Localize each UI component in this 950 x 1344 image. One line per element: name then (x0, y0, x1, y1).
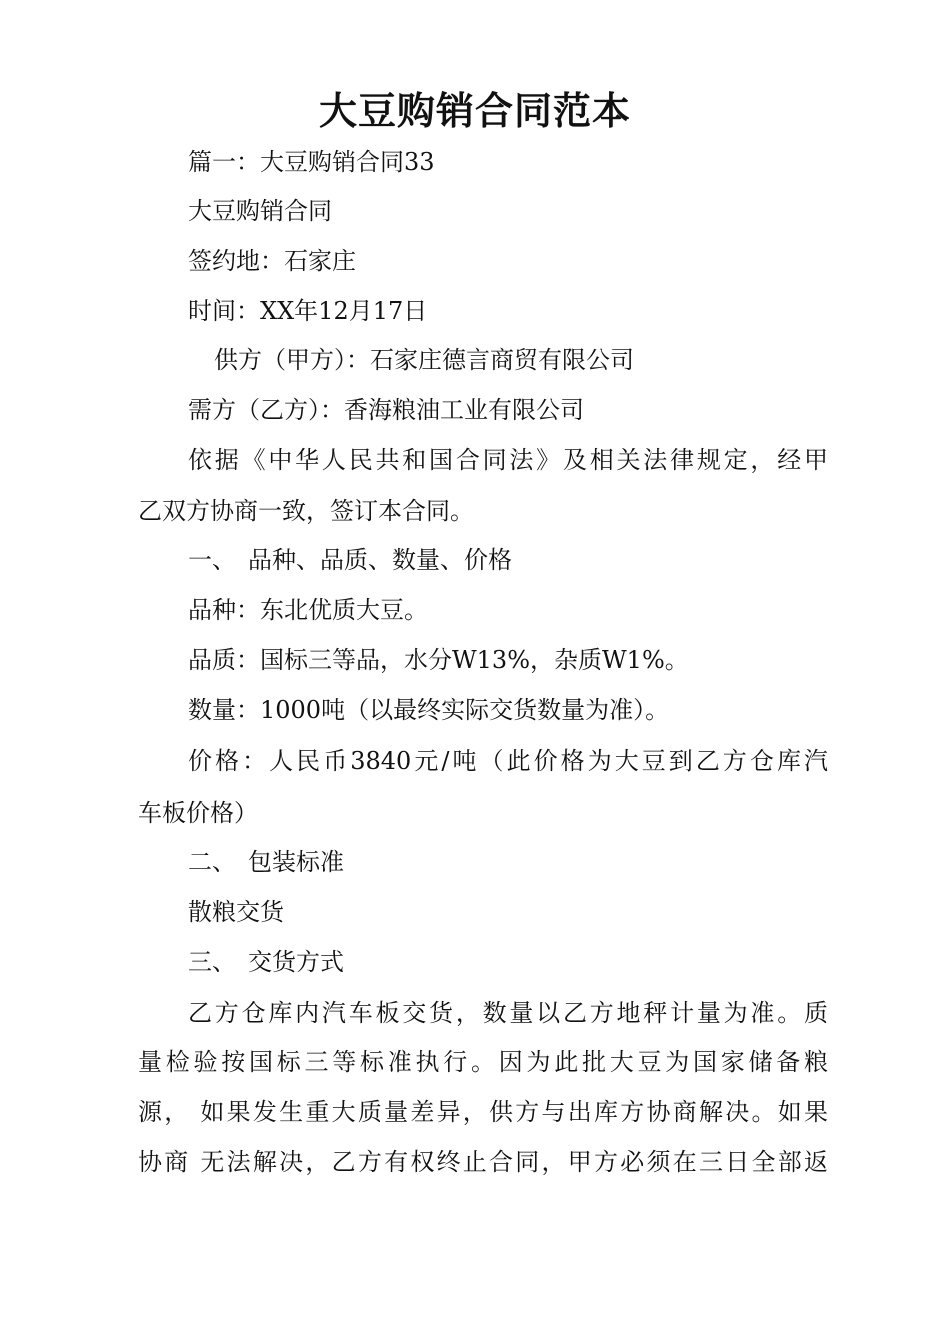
delivery-paragraph-line-1: 乙方仓库内汽车板交货，数量以乙方地秤计量为准。质 (188, 999, 828, 1027)
preamble-line-2: 乙双方协商一致，签订本合同。 (138, 497, 474, 525)
document-title: 大豆购销合同范本 (318, 89, 631, 133)
variety-clause: 品种：东北优质大豆。 (188, 596, 428, 624)
packaging-clause: 散粮交货 (188, 898, 284, 926)
delivery-paragraph-line-3: 源， 如果发生重大质量差异，供方与出库方协商解决。如果 (138, 1098, 828, 1126)
section-heading-1: 一、 品种、品质、数量、价格 (188, 546, 512, 574)
quantity-clause: 数量：1000吨（以最终实际交货数量为准）。 (188, 696, 670, 724)
contract-date: 时间：XX年12月17日 (188, 297, 428, 325)
signing-place: 签约地：石家庄 (188, 247, 356, 275)
section-heading-2: 二、 包装标准 (188, 848, 344, 876)
delivery-paragraph-line-2: 量检验按国标三等标准执行。因为此批大豆为国家储备粮 (138, 1048, 828, 1076)
delivery-paragraph-line-4: 协商 无法解决，乙方有权终止合同，甲方必须在三日全部返 (138, 1148, 828, 1176)
quality-clause: 品质：国标三等品，水分W13%，杂质W1%。 (188, 646, 689, 674)
section-heading-3: 三、 交货方式 (188, 948, 344, 976)
price-clause-line-1: 价格：人民币3840元/吨（此价格为大豆到乙方仓库汽 (188, 747, 828, 775)
preamble-line-1: 依据《中华人民共和国合同法》及相关法律规定，经甲 (188, 446, 828, 474)
supplier-party: 供方（甲方）：石家庄德言商贸有限公司 (214, 346, 634, 374)
contract-name: 大豆购销合同 (188, 197, 332, 225)
price-clause-line-2: 车板价格） (138, 799, 258, 827)
buyer-party: 需方（乙方）：香海粮油工业有限公司 (188, 396, 584, 424)
section-heading-part-one: 篇一：大豆购销合同33 (188, 148, 435, 176)
